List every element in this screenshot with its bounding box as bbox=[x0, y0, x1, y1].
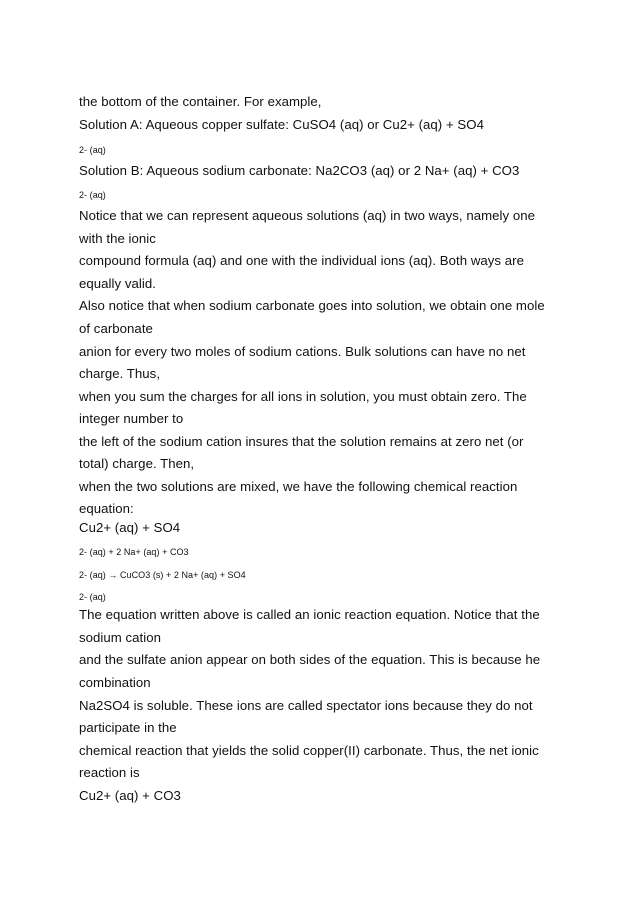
text-line: total) charge. Then, bbox=[79, 456, 195, 471]
text-line: 2- (aq) bbox=[79, 145, 106, 155]
text-line: 2- (aq) bbox=[79, 592, 106, 602]
text-line: with the ionic bbox=[79, 231, 156, 246]
text-line: Also notice that when sodium carbonate goes into solution, we obtain one mole bbox=[79, 298, 545, 313]
text-line: chemical reaction that yields the solid copper(II) carbonate. Thus, the net ionic bbox=[79, 743, 539, 758]
text-line: of carbonate bbox=[79, 321, 153, 336]
text-line: equally valid. bbox=[79, 276, 156, 291]
text-line: Na2SO4 is soluble. These ions are called spectator ions because they do not bbox=[79, 698, 533, 713]
text-line: combination bbox=[79, 675, 151, 690]
text-line: and the sulfate anion appear on both sides of the equation. This is because he bbox=[79, 652, 541, 667]
text-line: compound formula (aq) and one with the individual ions (aq). Both ways are bbox=[79, 253, 524, 268]
text-line: integer number to bbox=[79, 411, 184, 426]
text-line: charge. Thus, bbox=[79, 366, 161, 381]
text-line: The equation written above is called an ionic reaction equation. Notice that the bbox=[79, 607, 540, 622]
text-line: 2- (aq) bbox=[79, 190, 106, 200]
text-line: 2- (aq) + 2 Na+ (aq) + CO3 bbox=[79, 547, 189, 557]
text-line: when the two solutions are mixed, we have the following chemical reaction bbox=[79, 479, 518, 494]
text-line: Cu2+ (aq) + SO4 bbox=[79, 520, 181, 535]
text-line: Solution B: Aqueous sodium carbonate: Na2CO3 (aq) or 2 Na+ (aq) + CO3 bbox=[79, 163, 520, 178]
text-line: 2- (aq) → CuCO3 (s) + 2 Na+ (aq) + SO4 bbox=[79, 570, 246, 580]
text-line: reaction is bbox=[79, 765, 140, 780]
text-line: Notice that we can represent aqueous solutions (aq) in two ways, namely one bbox=[79, 208, 536, 223]
text-line: the left of the sodium cation insures that the solution remains at zero net (or bbox=[79, 434, 524, 449]
text-line: sodium cation bbox=[79, 630, 162, 645]
text-line: Solution A: Aqueous copper sulfate: CuSO4 (aq) or Cu2+ (aq) + SO4 bbox=[79, 117, 484, 132]
text-line: equation: bbox=[79, 501, 134, 516]
text-line: anion for every two moles of sodium cations. Bulk solutions can have no net bbox=[79, 344, 526, 359]
text-line: the bottom of the container. For example, bbox=[79, 94, 322, 109]
text-line: participate in the bbox=[79, 720, 177, 735]
text-line: Cu2+ (aq) + CO3 bbox=[79, 788, 181, 803]
text-line: when you sum the charges for all ions in solution, you must obtain zero. The bbox=[79, 389, 527, 404]
